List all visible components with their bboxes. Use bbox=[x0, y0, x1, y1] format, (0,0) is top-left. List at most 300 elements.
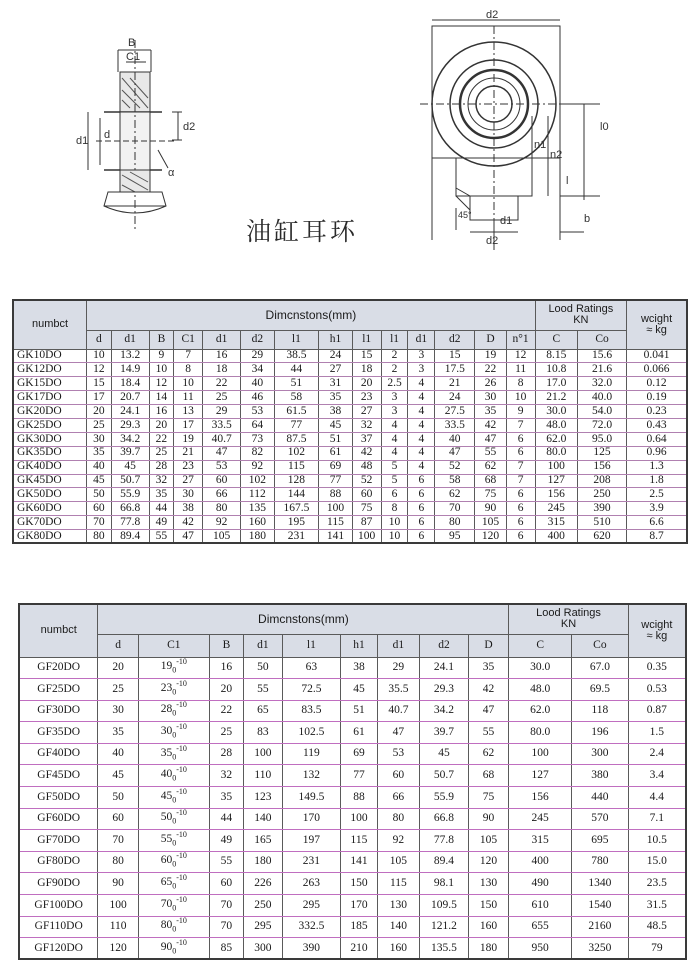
table-cell: 29 bbox=[203, 405, 241, 419]
table-cell: 77 bbox=[274, 418, 319, 432]
model-name: GK45DO bbox=[13, 474, 87, 488]
table-cell bbox=[138, 657, 209, 679]
model-name: GF60DO bbox=[19, 808, 98, 830]
table-cell: 120 bbox=[98, 938, 138, 960]
table-cell bbox=[138, 700, 209, 722]
table-cell: 15 bbox=[352, 349, 381, 363]
table-cell: 10 bbox=[149, 363, 174, 377]
table-cell: 62 bbox=[435, 488, 475, 502]
table-cell: 6 bbox=[408, 488, 435, 502]
table-cell: 66.8 bbox=[111, 502, 149, 516]
table-cell: 79 bbox=[628, 938, 686, 960]
table-cell: 24 bbox=[319, 349, 352, 363]
column-header: Co bbox=[578, 330, 627, 349]
table-row bbox=[19, 830, 686, 852]
table-cell: 42 bbox=[174, 516, 203, 530]
column-header: n°1 bbox=[506, 330, 535, 349]
tolerance-lower: 0 bbox=[172, 924, 177, 934]
table-cell: 61 bbox=[341, 722, 377, 744]
table-cell: 55 bbox=[209, 851, 243, 873]
table-cell: 110 bbox=[244, 765, 282, 787]
model-name: GK15DO bbox=[13, 377, 87, 391]
table-cell: 6 bbox=[506, 502, 535, 516]
table-cell: 160 bbox=[241, 516, 274, 530]
table-cell: 35 bbox=[475, 405, 506, 419]
table-cell: 118 bbox=[572, 700, 629, 722]
table-cell: 30.0 bbox=[535, 405, 577, 419]
table-cell: 55.9 bbox=[420, 787, 469, 809]
table-cell: 77 bbox=[341, 765, 377, 787]
table-cell bbox=[138, 808, 209, 830]
table-row bbox=[19, 787, 686, 809]
table-cell: 167.5 bbox=[274, 502, 319, 516]
table-cell: 127 bbox=[535, 474, 577, 488]
table-cell: 0.43 bbox=[627, 418, 687, 432]
table-cell: 55 bbox=[468, 722, 509, 744]
table-cell: 3.9 bbox=[627, 502, 687, 516]
table-cell: 50 bbox=[98, 787, 138, 809]
table-cell: 48 bbox=[352, 460, 381, 474]
table-cell: 6 bbox=[381, 488, 408, 502]
table-cell: 8 bbox=[174, 363, 203, 377]
table-cell: 1.8 bbox=[627, 474, 687, 488]
table-cell: 15 bbox=[435, 349, 475, 363]
table-cell: 1.3 bbox=[627, 460, 687, 474]
table-row bbox=[13, 405, 687, 419]
load-ratings-header: Lood Ratings KN bbox=[535, 300, 627, 330]
table-cell: 390 bbox=[578, 502, 627, 516]
model-name: GF120DO bbox=[19, 938, 98, 960]
column-header: d2 bbox=[435, 330, 475, 349]
table-cell: 95.0 bbox=[578, 432, 627, 446]
model-name: GF40DO bbox=[19, 743, 98, 765]
table-cell: 70 bbox=[98, 830, 138, 852]
table-row bbox=[13, 460, 687, 474]
table-cell: 60 bbox=[352, 488, 381, 502]
table-cell: 141 bbox=[341, 851, 377, 873]
table-cell: 6.6 bbox=[627, 516, 687, 530]
table-cell: 4 bbox=[408, 405, 435, 419]
table-cell: 8.7 bbox=[627, 530, 687, 544]
table-cell: 33.5 bbox=[203, 418, 241, 432]
table-cell: 89.4 bbox=[420, 851, 469, 873]
table-cell bbox=[138, 873, 209, 895]
c1-value: 80 bbox=[160, 919, 173, 932]
table-cell: 115 bbox=[319, 516, 352, 530]
model-name: GK80DO bbox=[13, 530, 87, 544]
table-cell: 105 bbox=[377, 851, 420, 873]
table-cell: 13.2 bbox=[111, 349, 149, 363]
model-name: GK50DO bbox=[13, 488, 87, 502]
column-header: d bbox=[98, 634, 138, 657]
table-cell: 11 bbox=[506, 363, 535, 377]
table-cell: 135.5 bbox=[420, 938, 469, 960]
model-name: GF100DO bbox=[19, 895, 98, 917]
table-cell: 400 bbox=[535, 530, 577, 544]
table-cell: 45 bbox=[111, 460, 149, 474]
table-cell: 68 bbox=[475, 474, 506, 488]
table-row bbox=[13, 432, 687, 446]
table-cell: 49 bbox=[209, 830, 243, 852]
table-cell: 29.3 bbox=[420, 679, 469, 701]
table-cell bbox=[138, 830, 209, 852]
table-cell: 80.0 bbox=[535, 446, 577, 460]
table-cell: 17 bbox=[174, 418, 203, 432]
column-header: C bbox=[509, 634, 572, 657]
table-cell: 6 bbox=[506, 516, 535, 530]
table-cell: 6 bbox=[408, 530, 435, 544]
label-C1: C1 bbox=[126, 51, 141, 63]
tolerance-upper: -10 bbox=[176, 743, 187, 753]
table-cell: 24 bbox=[435, 391, 475, 405]
row-header: numbct bbox=[13, 300, 87, 349]
table-cell: 100 bbox=[352, 530, 381, 544]
table-cell: 31.5 bbox=[628, 895, 686, 917]
table-cell: 50 bbox=[87, 488, 112, 502]
table-cell: 38 bbox=[174, 502, 203, 516]
column-header: B bbox=[149, 330, 174, 349]
table-cell: 25 bbox=[87, 418, 112, 432]
table-cell: 89.4 bbox=[111, 530, 149, 544]
dimensions-header: Dimcnstons(mm) bbox=[87, 300, 535, 330]
table-cell: 100 bbox=[535, 460, 577, 474]
table-cell: 21 bbox=[174, 446, 203, 460]
model-name: GF90DO bbox=[19, 873, 98, 895]
column-header: C1 bbox=[174, 330, 203, 349]
tolerance-lower: 0 bbox=[172, 945, 177, 955]
table-cell: 2 bbox=[381, 363, 408, 377]
table-cell: 3 bbox=[408, 349, 435, 363]
column-header: l1 bbox=[352, 330, 381, 349]
model-name: GF50DO bbox=[19, 787, 98, 809]
column-header: h1 bbox=[341, 634, 377, 657]
table-cell: 88 bbox=[341, 787, 377, 809]
side-section-view bbox=[88, 40, 182, 230]
table-cell: 15 bbox=[87, 377, 112, 391]
table-cell: 52 bbox=[352, 474, 381, 488]
table-cell: 58 bbox=[274, 391, 319, 405]
table-cell: 100 bbox=[98, 895, 138, 917]
table-cell: 27 bbox=[352, 405, 381, 419]
table-cell: 53 bbox=[203, 460, 241, 474]
table-cell: 4 bbox=[408, 460, 435, 474]
model-name: GK10DO bbox=[13, 349, 87, 363]
table-cell: 80.0 bbox=[509, 722, 572, 744]
table-cell: 30 bbox=[174, 488, 203, 502]
column-header: Co bbox=[572, 634, 629, 657]
table-row bbox=[19, 657, 686, 679]
load-ratings-header: Lood Ratings KN bbox=[509, 604, 628, 634]
table-cell: 14 bbox=[149, 391, 174, 405]
table-cell: 9 bbox=[149, 349, 174, 363]
table-cell: 35 bbox=[209, 787, 243, 809]
weight-header: wcight ≈ kg bbox=[628, 604, 686, 657]
table-cell: 45 bbox=[341, 679, 377, 701]
table-cell: 0.64 bbox=[627, 432, 687, 446]
table-cell: 115 bbox=[341, 830, 377, 852]
table-cell: 35 bbox=[468, 657, 509, 679]
table-cell: 40 bbox=[241, 377, 274, 391]
table-cell: 34.2 bbox=[111, 432, 149, 446]
table-cell: 25 bbox=[209, 722, 243, 744]
table-cell: 1.5 bbox=[628, 722, 686, 744]
table-cell: 315 bbox=[509, 830, 572, 852]
table-cell: 0.12 bbox=[627, 377, 687, 391]
table-cell: 34.2 bbox=[420, 700, 469, 722]
table-row bbox=[13, 418, 687, 432]
table-cell: 67.0 bbox=[572, 657, 629, 679]
table-cell: 1540 bbox=[572, 895, 629, 917]
table-cell: 70 bbox=[435, 502, 475, 516]
table-cell: 23 bbox=[352, 391, 381, 405]
table-row bbox=[13, 446, 687, 460]
c1-value: 35 bbox=[160, 746, 173, 759]
model-name: GF45DO bbox=[19, 765, 98, 787]
table-cell: 16 bbox=[203, 349, 241, 363]
table-row bbox=[13, 349, 687, 363]
table-cell: 32.0 bbox=[578, 377, 627, 391]
table-row bbox=[19, 808, 686, 830]
table-cell: 20.7 bbox=[111, 391, 149, 405]
table-cell: 55 bbox=[475, 446, 506, 460]
table-row bbox=[13, 391, 687, 405]
column-header: l1 bbox=[274, 330, 319, 349]
table-cell: 80 bbox=[98, 851, 138, 873]
table-cell: 92 bbox=[377, 830, 420, 852]
table-cell: 620 bbox=[578, 530, 627, 544]
column-header: l1 bbox=[282, 634, 341, 657]
tolerance-upper: -10 bbox=[176, 765, 187, 775]
c1-value: 50 bbox=[160, 811, 173, 824]
table-cell: 61 bbox=[319, 446, 352, 460]
table-cell: 10 bbox=[174, 377, 203, 391]
table-cell: 2160 bbox=[572, 916, 629, 938]
model-name: GK12DO bbox=[13, 363, 87, 377]
table-cell: 35 bbox=[149, 488, 174, 502]
model-name: GK40DO bbox=[13, 460, 87, 474]
tolerance-lower: 0 bbox=[172, 838, 177, 848]
table-cell: 245 bbox=[509, 808, 572, 830]
tolerance-upper: -10 bbox=[176, 873, 187, 883]
table-cell: 88 bbox=[319, 488, 352, 502]
table-cell: 2.4 bbox=[628, 743, 686, 765]
c1-value: 19 bbox=[160, 660, 173, 673]
table-cell: 34 bbox=[241, 363, 274, 377]
table-cell: 44 bbox=[274, 363, 319, 377]
table-row bbox=[13, 474, 687, 488]
table-cell: 5 bbox=[381, 474, 408, 488]
table-cell: 25 bbox=[203, 391, 241, 405]
table-cell: 35.5 bbox=[377, 679, 420, 701]
table-cell: 3 bbox=[381, 391, 408, 405]
table-cell: 0.19 bbox=[627, 391, 687, 405]
column-header: d2 bbox=[420, 634, 469, 657]
table-cell bbox=[138, 722, 209, 744]
label-d1-bottom: d1 bbox=[500, 215, 513, 227]
tolerance-upper: -10 bbox=[176, 700, 187, 710]
table-cell: 170 bbox=[282, 808, 341, 830]
tolerance-lower: 0 bbox=[172, 687, 177, 697]
table-cell: 105 bbox=[203, 530, 241, 544]
table-cell: 263 bbox=[282, 873, 341, 895]
table-cell: 490 bbox=[509, 873, 572, 895]
table-row bbox=[13, 488, 687, 502]
table-row bbox=[13, 363, 687, 377]
table-cell: 48.0 bbox=[535, 418, 577, 432]
table-cell: 68 bbox=[468, 765, 509, 787]
table-row bbox=[19, 765, 686, 787]
table-cell: 780 bbox=[572, 851, 629, 873]
table-cell bbox=[138, 787, 209, 809]
table-cell: 32 bbox=[209, 765, 243, 787]
table-cell bbox=[138, 895, 209, 917]
table-cell: 120 bbox=[468, 851, 509, 873]
table-cell: 0.066 bbox=[627, 363, 687, 377]
table-cell bbox=[138, 916, 209, 938]
table-cell: 150 bbox=[468, 895, 509, 917]
table-cell: 25 bbox=[149, 446, 174, 460]
table-cell: 180 bbox=[468, 938, 509, 960]
table-cell: 55 bbox=[149, 530, 174, 544]
table-cell: 28 bbox=[209, 743, 243, 765]
tolerance-lower: 0 bbox=[172, 665, 177, 675]
table-cell: 6 bbox=[506, 446, 535, 460]
table-cell: 5 bbox=[381, 460, 408, 474]
table-cell: 610 bbox=[509, 895, 572, 917]
model-name: GK60DO bbox=[13, 502, 87, 516]
table-cell: 18 bbox=[352, 363, 381, 377]
table-cell: 102 bbox=[241, 474, 274, 488]
table-cell bbox=[138, 679, 209, 701]
table-cell: 22 bbox=[149, 432, 174, 446]
table-cell: 170 bbox=[341, 895, 377, 917]
table-cell: 3 bbox=[381, 405, 408, 419]
table-cell: 6 bbox=[408, 474, 435, 488]
table-cell: 69.5 bbox=[572, 679, 629, 701]
table-cell: 132 bbox=[282, 765, 341, 787]
table-cell: 90 bbox=[475, 502, 506, 516]
table-cell: 48.0 bbox=[509, 679, 572, 701]
table-cell: 42 bbox=[475, 418, 506, 432]
row-header: numbct bbox=[19, 604, 98, 657]
table-row bbox=[19, 851, 686, 873]
table-cell: 38.5 bbox=[274, 349, 319, 363]
table-cell: 77.8 bbox=[420, 830, 469, 852]
table-cell: 51 bbox=[319, 432, 352, 446]
table-cell: 72.5 bbox=[282, 679, 341, 701]
tolerance-upper: -10 bbox=[176, 937, 187, 947]
c1-value: 40 bbox=[160, 768, 173, 781]
table-cell: 47 bbox=[203, 446, 241, 460]
table-row bbox=[19, 679, 686, 701]
c1-value: 30 bbox=[160, 724, 173, 737]
gk-series-table bbox=[12, 299, 688, 544]
table-cell: 60 bbox=[209, 873, 243, 895]
table-cell: 7 bbox=[174, 349, 203, 363]
table-cell: 120 bbox=[475, 530, 506, 544]
table-cell: 45 bbox=[319, 418, 352, 432]
table-cell: 17.5 bbox=[435, 363, 475, 377]
table-cell: 17 bbox=[87, 391, 112, 405]
column-header: d2 bbox=[241, 330, 274, 349]
table-cell: 52 bbox=[435, 460, 475, 474]
table-cell: 102.5 bbox=[282, 722, 341, 744]
table-cell: 7 bbox=[506, 418, 535, 432]
table-cell: 150 bbox=[341, 873, 377, 895]
table-cell: 100 bbox=[244, 743, 282, 765]
table-cell: 50.7 bbox=[420, 765, 469, 787]
table-cell: 44 bbox=[149, 502, 174, 516]
c1-value: 45 bbox=[160, 789, 173, 802]
table-cell: 2 bbox=[381, 349, 408, 363]
table-cell: 18.4 bbox=[111, 377, 149, 391]
column-header: d1 bbox=[203, 330, 241, 349]
table-cell: 144 bbox=[274, 488, 319, 502]
table-cell: 20 bbox=[149, 418, 174, 432]
tolerance-upper: -10 bbox=[176, 894, 187, 904]
table-row bbox=[19, 895, 686, 917]
weight-header: wcight ≈ kg bbox=[627, 300, 687, 349]
tolerance-lower: 0 bbox=[172, 881, 177, 891]
model-name: GK20DO bbox=[13, 405, 87, 419]
table-cell: 8.15 bbox=[535, 349, 577, 363]
table-cell: 50 bbox=[244, 657, 282, 679]
table-cell: 11 bbox=[174, 391, 203, 405]
column-header: d1 bbox=[111, 330, 149, 349]
table-cell: 21.6 bbox=[578, 363, 627, 377]
table-cell: 149.5 bbox=[282, 787, 341, 809]
label-d2-side: d2 bbox=[183, 121, 196, 133]
table-cell: 21.2 bbox=[535, 391, 577, 405]
table-cell: 3250 bbox=[572, 938, 629, 960]
label-angle: 45° bbox=[458, 210, 472, 220]
table-cell: 98.1 bbox=[420, 873, 469, 895]
table-cell: 35 bbox=[319, 391, 352, 405]
c1-value: 70 bbox=[160, 897, 173, 910]
table-cell: 27 bbox=[319, 363, 352, 377]
table-cell: 40.0 bbox=[578, 391, 627, 405]
model-name: GF110DO bbox=[19, 916, 98, 938]
table-cell: 141 bbox=[319, 530, 352, 544]
table-cell bbox=[138, 851, 209, 873]
table-cell: 31 bbox=[319, 377, 352, 391]
table-cell: 295 bbox=[282, 895, 341, 917]
model-name: GF25DO bbox=[19, 679, 98, 701]
model-name: GK17DO bbox=[13, 391, 87, 405]
table-cell: 100 bbox=[319, 502, 352, 516]
table-cell bbox=[138, 938, 209, 960]
table-cell: 0.35 bbox=[628, 657, 686, 679]
table-row bbox=[19, 873, 686, 895]
table-cell: 38 bbox=[341, 657, 377, 679]
table-cell: 156 bbox=[535, 488, 577, 502]
table-cell: 75 bbox=[475, 488, 506, 502]
column-header: C bbox=[535, 330, 577, 349]
table-cell: 6 bbox=[408, 516, 435, 530]
table-cell: 135 bbox=[241, 502, 274, 516]
table-cell: 40 bbox=[98, 743, 138, 765]
table-cell: 950 bbox=[509, 938, 572, 960]
table-cell: 60 bbox=[98, 808, 138, 830]
table-cell: 47 bbox=[468, 700, 509, 722]
table-cell: 22 bbox=[203, 377, 241, 391]
table-cell: 4 bbox=[408, 432, 435, 446]
table-cell: 231 bbox=[282, 851, 341, 873]
column-header: D bbox=[475, 330, 506, 349]
table-cell: 70 bbox=[209, 916, 243, 938]
tolerance-upper: -10 bbox=[176, 678, 187, 688]
model-name: GF80DO bbox=[19, 851, 98, 873]
